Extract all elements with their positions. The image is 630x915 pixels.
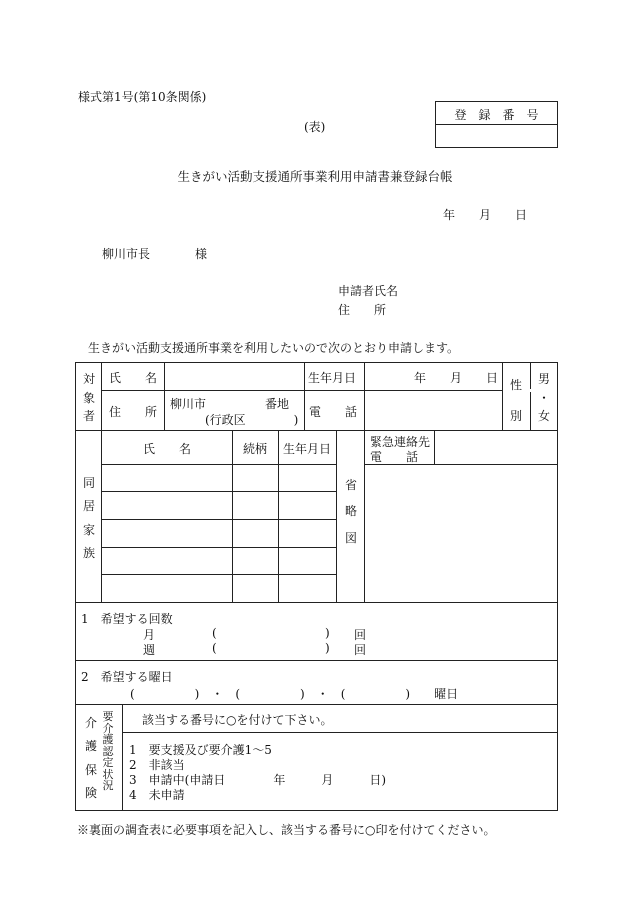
weekday-title: 2 希望する曜日 <box>81 670 173 684</box>
applicant-name-label: 申請者氏名 <box>338 284 399 298</box>
registration-number-field[interactable] <box>437 126 556 146</box>
map-area[interactable] <box>366 466 556 600</box>
emergency-phone-label: 電 話 <box>370 450 419 464</box>
footer-note: ※裏面の調査表に必要事項を記入し、該当する番号に○印を付けてください。 <box>77 823 496 837</box>
target-name-label: 氏 名 <box>109 371 158 385</box>
care-insurance-label: 介 護 保 険 <box>84 716 97 801</box>
address-banchi: 番地 <box>265 397 290 411</box>
frequency-unit: 回 <box>354 643 367 657</box>
application-date: 年 月 日 <box>443 208 528 222</box>
honorific: 様 <box>195 247 208 261</box>
family-relation-header: 続柄 <box>243 442 268 456</box>
target-section-label: 対 象 者 <box>82 372 95 424</box>
frequency-title: 1 希望する回数 <box>81 612 173 626</box>
target-birth-label: 生年月日 <box>308 371 357 385</box>
addressee: 柳川市長 <box>102 247 151 261</box>
target-birth-value[interactable]: 年 月 日 <box>414 371 499 385</box>
family-row[interactable] <box>103 576 231 601</box>
page-title: 生きがい活動支援通所事業利用申請書兼登録台帳 <box>177 169 453 184</box>
care-certification-label: 要 介 護 認 定 状 況 <box>102 710 114 793</box>
family-row[interactable] <box>103 466 231 490</box>
paren-open: ( <box>212 641 217 655</box>
care-option-3[interactable]: 3 申請中(申請日 年 月 日) <box>129 773 386 787</box>
emergency-phone-field[interactable] <box>436 432 556 462</box>
family-row[interactable] <box>103 549 231 573</box>
address-district[interactable]: (行政区 ) <box>205 413 299 427</box>
registration-label: 登 録 番 号 <box>454 108 539 122</box>
month-count-field[interactable] <box>222 625 322 640</box>
sex-label: 性 別 <box>509 378 522 424</box>
target-phone-field[interactable] <box>366 392 501 428</box>
care-option-1[interactable]: 1 要支援及び要介護1～5 <box>129 743 272 757</box>
target-name-field[interactable] <box>166 364 302 388</box>
paren-close: ) <box>325 626 330 640</box>
care-option-2[interactable]: 2 非該当 <box>129 758 185 772</box>
intro-text: 生きがい活動支援通所事業を利用したいので次のとおり申請します。 <box>88 341 460 355</box>
family-row[interactable] <box>103 521 231 546</box>
week-count-field[interactable] <box>222 640 322 655</box>
frequency-month-label: 月 <box>143 628 156 642</box>
weekday-fields[interactable]: ( ) ・ ( ) ・ ( ) 曜日 <box>130 687 459 701</box>
address-city: 柳川市 <box>170 397 207 411</box>
form-side: (表) <box>304 120 326 134</box>
frequency-week-label: 週 <box>143 643 156 657</box>
sex-options[interactable]: 男 ・ 女 <box>537 372 550 424</box>
family-row[interactable] <box>103 493 231 518</box>
care-instruction: 該当する番号に○を付けて下さい。 <box>142 713 333 727</box>
paren-close: ) <box>325 641 330 655</box>
target-address-label: 住 所 <box>109 405 158 419</box>
target-phone-label: 電 話 <box>309 405 358 419</box>
map-label: 省 略 図 <box>344 478 357 545</box>
frequency-unit: 回 <box>354 628 367 642</box>
paren-open: ( <box>212 626 217 640</box>
emergency-contact-label: 緊急連絡先 <box>370 435 431 449</box>
family-birth-header: 生年月日 <box>283 442 332 456</box>
form-number: 様式第1号(第10条関係) <box>78 90 207 104</box>
family-section-label: 同 居 家 族 <box>82 476 95 561</box>
applicant-address-label: 住 所 <box>338 303 387 317</box>
care-option-4[interactable]: 4 未申請 <box>129 788 185 802</box>
family-name-header: 氏 名 <box>143 442 192 456</box>
